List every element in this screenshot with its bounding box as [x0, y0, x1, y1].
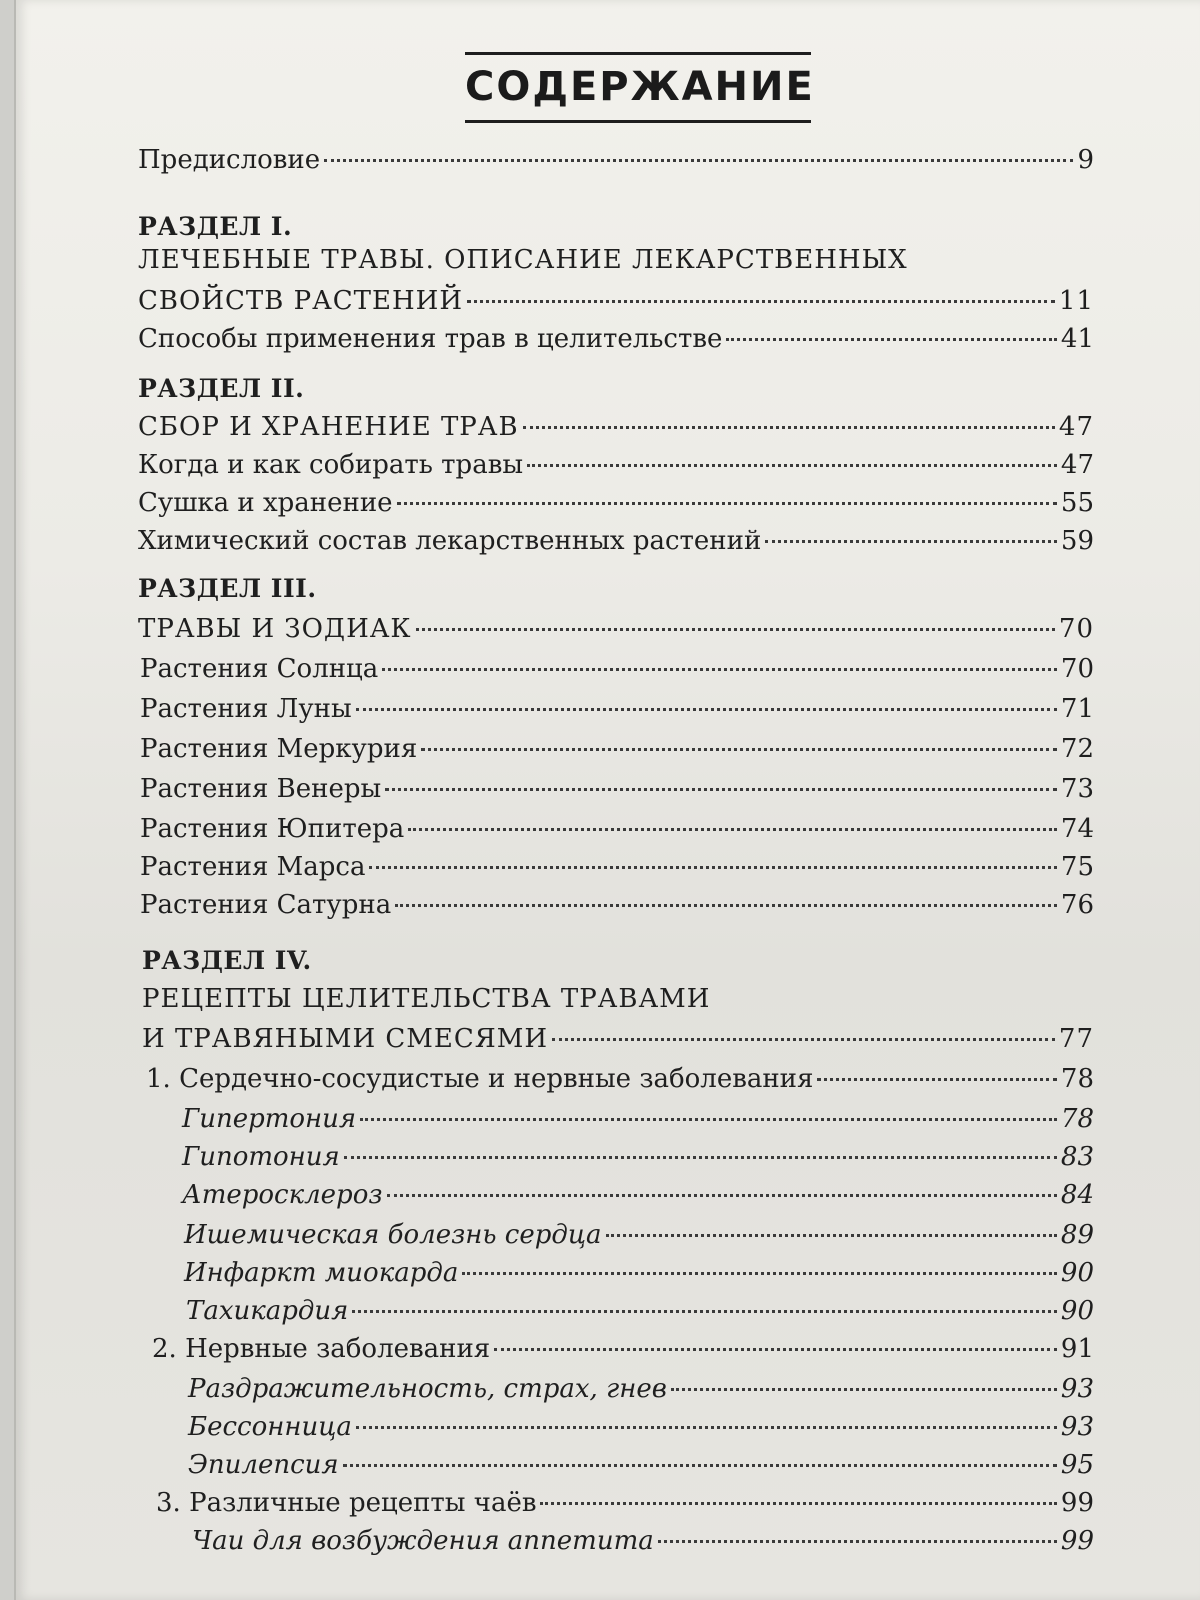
dot-leader — [467, 300, 1055, 303]
toc-entry-title: Инфаркт миокарда — [184, 1258, 459, 1288]
toc-entry-title: И ТРАВЯНЫМИ СМЕСЯМИ — [142, 1024, 549, 1054]
toc-entry-title: ТРАВЫ И ЗОДИАК — [138, 614, 412, 644]
toc-entry-page: 78 — [1060, 1064, 1094, 1094]
toc-entry-page: 90 — [1060, 1258, 1094, 1288]
dot-leader — [726, 338, 1057, 341]
toc-entry-page: 93 — [1060, 1412, 1094, 1442]
toc-entry-page: 99 — [1060, 1526, 1094, 1556]
dot-leader — [344, 1156, 1057, 1159]
dot-leader — [397, 502, 1057, 505]
toc-entry — [138, 448, 1094, 482]
toc-entry-title: Сушка и хранение — [138, 488, 393, 518]
section-title-line: ЛЕЧЕБНЫЕ ТРАВЫ. ОПИСАНИЕ ЛЕКАРСТВЕННЫХ — [138, 245, 908, 275]
toc-entry-page: 77 — [1058, 1024, 1094, 1054]
dot-leader — [324, 159, 1073, 162]
toc-entry-page: 59 — [1060, 526, 1094, 556]
toc-entry-title: Растения Луны — [140, 694, 352, 724]
toc-entry-page: 70 — [1060, 654, 1094, 684]
toc-entry-preface — [138, 143, 1094, 177]
toc-entry-title: СВОЙСТВ РАСТЕНИЙ — [138, 286, 464, 316]
dot-leader — [462, 1272, 1057, 1275]
toc-entry — [140, 772, 1094, 806]
toc-subentry — [184, 1218, 1094, 1252]
toc-subentry — [188, 1372, 1094, 1406]
toc-entry — [152, 1332, 1094, 1366]
dot-leader — [408, 828, 1057, 831]
dot-leader — [540, 1502, 1056, 1505]
dot-leader — [385, 788, 1057, 791]
toc-entry-title: Растения Юпитера — [140, 814, 405, 844]
toc-entry — [146, 1062, 1094, 1096]
toc-entry-title: Чаи для возбуждения аппетита — [192, 1526, 654, 1556]
toc-entry — [140, 732, 1094, 766]
dot-leader — [494, 1348, 1057, 1351]
toc-entry-page: 90 — [1060, 1296, 1094, 1326]
dot-leader — [382, 668, 1057, 671]
dot-leader — [765, 540, 1057, 543]
toc-entry-page: 55 — [1060, 488, 1094, 518]
toc-entry-title: Химический состав лекарственных растений — [138, 526, 762, 556]
section-label: РАЗДЕЛ II. — [138, 374, 305, 403]
toc-entry-page: 47 — [1060, 450, 1094, 480]
toc-entry — [138, 524, 1094, 558]
table-of-contents — [16, 0, 1200, 1600]
dot-leader — [671, 1388, 1057, 1391]
toc-subentry — [188, 1410, 1094, 1444]
toc-entry-title: Предисловие — [138, 145, 321, 175]
dot-leader — [360, 1118, 1057, 1121]
toc-entry-title: 3. Различные рецепты чаёв — [156, 1488, 537, 1518]
toc-subentry — [182, 1178, 1094, 1212]
dot-leader — [356, 708, 1057, 711]
toc-entry-page: 95 — [1060, 1450, 1094, 1480]
dot-leader — [369, 866, 1056, 869]
toc-entry-page: 71 — [1060, 694, 1094, 724]
toc-entry-page: 78 — [1060, 1104, 1094, 1134]
toc-entry-title: Раздражительность, страх, гнев — [188, 1374, 667, 1404]
dot-leader — [523, 426, 1055, 429]
toc-entry-page: 99 — [1060, 1488, 1094, 1518]
toc-entry-page: 47 — [1058, 412, 1094, 442]
toc-entry-page: 91 — [1060, 1334, 1094, 1364]
toc-entry-title: Растения Сатурна — [140, 890, 392, 920]
toc-entry-section-title — [138, 612, 1094, 646]
dot-leader — [387, 1194, 1057, 1197]
toc-entry-title: СБОР И ХРАНЕНИЕ ТРАВ — [138, 412, 519, 442]
toc-entry-page: 11 — [1058, 286, 1094, 316]
toc-entry-page: 76 — [1060, 890, 1094, 920]
toc-entry-title: 2. Нервные заболевания — [152, 1334, 491, 1364]
toc-entry-page: 70 — [1058, 614, 1094, 644]
toc-subentry — [192, 1524, 1094, 1558]
toc-entry-title: Ишемическая болезнь сердца — [184, 1220, 602, 1250]
toc-entry-title: Растения Меркурия — [140, 734, 418, 764]
toc-entry-title: Растения Солнца — [140, 654, 379, 684]
toc-entry — [138, 486, 1094, 520]
toc-entry-title: Способы применения трав в целительстве — [138, 324, 723, 354]
toc-entry-page: 75 — [1060, 852, 1094, 882]
dot-leader — [658, 1540, 1057, 1543]
toc-entry-title: Атеросклероз — [182, 1180, 383, 1210]
toc-entry-page: 83 — [1060, 1142, 1094, 1172]
toc-subentry — [184, 1256, 1094, 1290]
toc-entry-page: 93 — [1060, 1374, 1094, 1404]
toc-entry-title: Растения Венеры — [140, 774, 382, 804]
toc-entry-page: 9 — [1077, 145, 1094, 175]
toc-entry-section-title — [138, 284, 1094, 318]
toc-entry-title: Когда и как собирать травы — [138, 450, 524, 480]
section-label: РАЗДЕЛ III. — [138, 574, 317, 603]
toc-entry-page: 89 — [1060, 1220, 1094, 1250]
toc-entry — [140, 692, 1094, 726]
toc-entry — [140, 652, 1094, 686]
dot-leader — [421, 748, 1057, 751]
dot-leader — [606, 1234, 1057, 1237]
toc-entry-page: 74 — [1060, 814, 1094, 844]
section-title-line: РЕЦЕПТЫ ЦЕЛИТЕЛЬСТВА ТРАВАМИ — [142, 984, 711, 1014]
section-label: РАЗДЕЛ IV. — [142, 946, 312, 975]
toc-entry — [140, 850, 1094, 884]
toc-entry-title: Эпилепсия — [188, 1450, 339, 1480]
toc-entry-title: Растения Марса — [140, 852, 366, 882]
section-label: РАЗДЕЛ I. — [138, 212, 293, 241]
dot-leader — [352, 1310, 1057, 1313]
toc-entry — [140, 812, 1094, 846]
dot-leader — [552, 1038, 1055, 1041]
page-title: СОДЕРЖАНИЕ — [465, 64, 815, 110]
toc-entry-section-title — [138, 410, 1094, 444]
toc-entry-section-title — [142, 1022, 1094, 1056]
dot-leader — [416, 628, 1055, 631]
dot-leader — [395, 904, 1057, 907]
toc-entry-title: Тахикардия — [186, 1296, 349, 1326]
toc-subentry — [186, 1294, 1094, 1328]
dot-leader — [356, 1426, 1057, 1429]
dot-leader — [527, 464, 1057, 467]
toc-subentry — [182, 1102, 1094, 1136]
toc-entry-title: 1. Сердечно-сосудистые и нервные заболевания — [146, 1064, 814, 1094]
book-page — [14, 0, 1200, 1600]
toc-subentry — [182, 1140, 1094, 1174]
toc-entry-title: Гипертония — [182, 1104, 357, 1134]
toc-entry — [140, 888, 1094, 922]
dot-leader — [817, 1078, 1057, 1081]
toc-entry-page: 73 — [1060, 774, 1094, 804]
toc-subentry — [188, 1448, 1094, 1482]
toc-entry-page: 41 — [1060, 324, 1094, 354]
toc-entry-page: 72 — [1060, 734, 1094, 764]
toc-entry-title: Гипотония — [182, 1142, 340, 1172]
toc-entry — [138, 322, 1094, 356]
toc-entry-title: Бессонница — [188, 1412, 352, 1442]
dot-leader — [343, 1464, 1057, 1467]
toc-entry-page: 84 — [1060, 1180, 1094, 1210]
toc-entry — [156, 1486, 1094, 1520]
